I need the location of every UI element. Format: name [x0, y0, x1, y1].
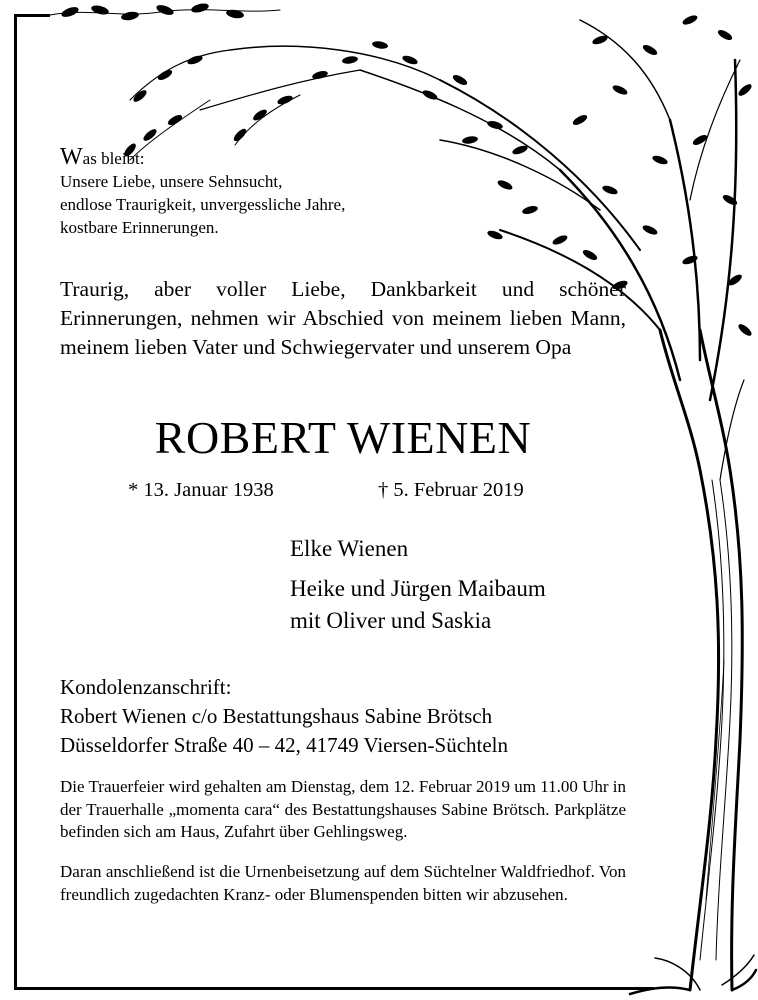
- ceremony-notice: Die Trauerfeier wird gehalten am Dienstag, dem 12. Februar 2019 um 11.00 Uhr in der Trauerhalle „momenta cara“ des Bestattungshauses Sabine Brötsch. Parkplätze befinden sich am Haus, Zufahrt über Gehlingsweg.: [60, 777, 626, 841]
- mourner-line: Heike und Jürgen Maibaum: [290, 576, 546, 601]
- address-label: Kondolenzanschrift:: [60, 675, 232, 699]
- spacer: [290, 565, 546, 573]
- birth-date: * 13. Januar 1938: [128, 479, 274, 501]
- burial-notice: Daran anschließend ist die Urnenbeisetzung auf dem Süchtelner Waldfriedhof. Von freundlich zugedachten Kranz- oder Blumenspenden bitten wir abzusehen.: [60, 862, 626, 904]
- condolence-address: [60, 673, 508, 760]
- mourner-line: mit Oliver und Saskia: [290, 608, 492, 633]
- poem-line: kostbare Erinnerungen.: [60, 218, 219, 237]
- mourner-line: Elke Wienen: [290, 536, 409, 561]
- farewell-paragraph: Traurig, aber voller Liebe, Dankbarkeit und schöner Erinnerungen, nehmen wir Abschied von meinem lieben Mann, meinem lieben Vater und Schwiegervater und unserem Opa: [60, 277, 626, 359]
- poem-line: endlose Traurigkeit, unvergessliche Jahre,: [60, 195, 346, 214]
- opening-poem: [60, 146, 345, 239]
- poem-line: Was bleibt:: [60, 144, 145, 170]
- deceased-name: ROBERT WIENEN: [154, 412, 532, 463]
- mourners-list: [290, 533, 546, 637]
- poem-line: Unsere Liebe, unsere Sehnsucht,: [60, 172, 283, 191]
- address-line: Robert Wienen c/o Bestattungshaus Sabine Brötsch: [60, 704, 493, 728]
- address-line: Düsseldorfer Straße 40 – 42, 41749 Viersen-Süchteln: [60, 733, 509, 757]
- death-date: † 5. Februar 2019: [378, 479, 524, 501]
